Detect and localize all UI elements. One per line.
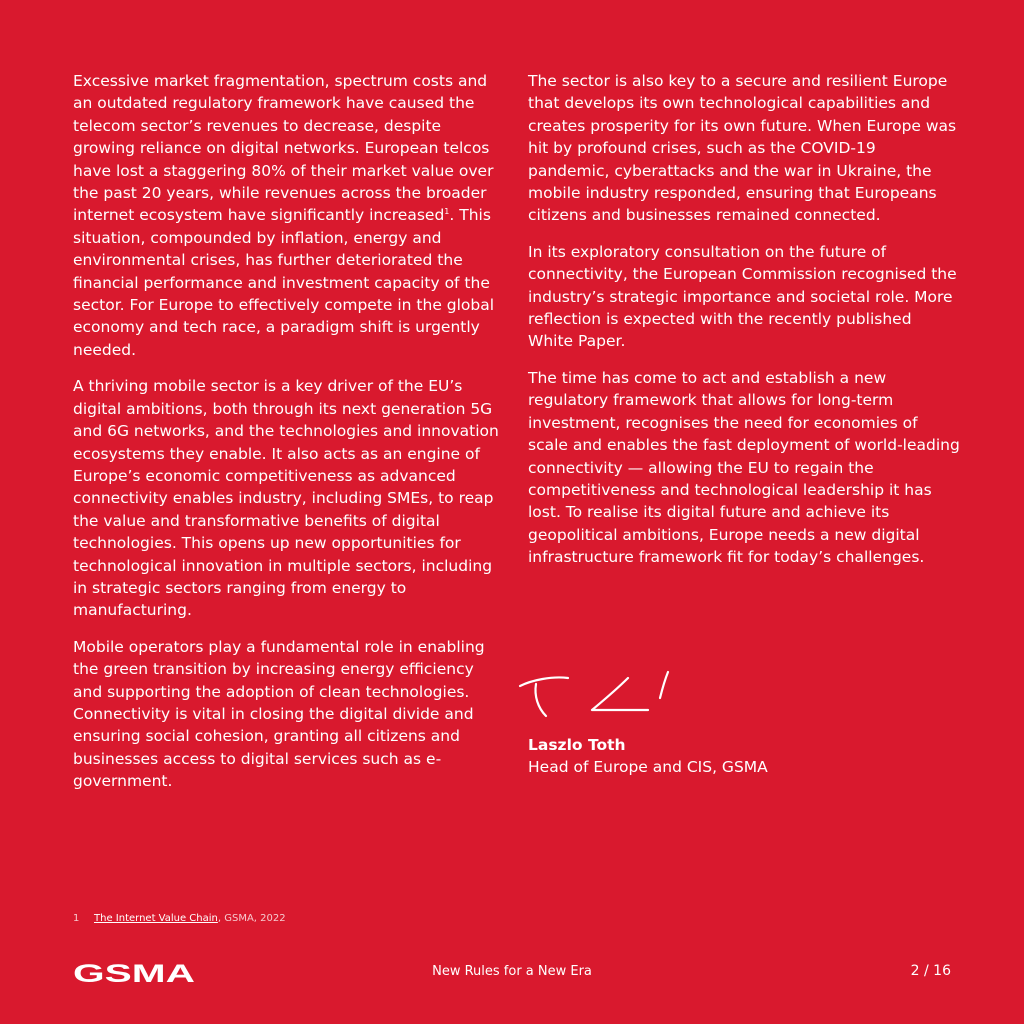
page-number: 2 / 16 xyxy=(910,963,951,979)
footnote xyxy=(73,913,286,924)
left-paragraph-2: A thriving mobile sector is a key driver of the EU’s digital ambitions, both through its next generation 5G and 6G networks, and the technologies and innovation ecosystems they enable. It also acts as an engine of Europe’s economic competitiveness as advanced connectivity enables industry, including SMEs, to reap the value and transformative benefits of digital technologies. This opens up new opportunities for technological innovation in multiple sectors, including in strategic sectors ranging from energy to manufacturing. xyxy=(73,377,499,620)
svg-text:GSMA: GSMA xyxy=(73,961,195,985)
footer-document-title: New Rules for a New Era xyxy=(432,964,592,979)
left-column xyxy=(73,70,503,807)
footnote-number: 1 xyxy=(73,913,80,924)
footnote-link[interactable]: The Internet Value Chain xyxy=(94,913,218,924)
right-paragraph-1: The sector is also key to a secure and resilient Europe that develops its own technological capabilities and creates prosperity for its own future. When Europe was hit by profound crises, such as the COVID-19 pandemic, cyberattacks and the war in Ukraine, the mobile industry responded, ensuring that Europeans citizens and businesses remained connected. xyxy=(528,72,957,225)
left-paragraph-1 xyxy=(73,70,503,361)
footnote-reference: 1 xyxy=(444,207,450,217)
right-paragraph-2: In its exploratory consultation on the future of connectivity, the European Commission recognised the industry’s strategic importance and societal role. More reflection is expected with the recently published White Paper. xyxy=(528,242,957,351)
footnote-source: , GSMA, 2022 xyxy=(217,913,286,924)
paragraph-text: Excessive market fragmentation, spectrum costs and an outdated regulatory framework have caused the telecom sector’s revenues to decrease, despite growing reliance on digital networks. European telcos have lost a staggering 80% of their market value over the past 20 years, while revenues across the broader internet ecosystem have significantly increased xyxy=(73,72,494,225)
right-paragraph-3: The time has come to act and establish a new regulatory framework that allows for long-term investment, recognises the need for economies of scale and enables the fast deployment of world-leading connectivity — allowing the EU to regain the competitiveness and technological leadership it has lost. To realise its digital future and achieve its geopolitical ambitions, Europe needs a new digital infrastructure framework fit for today’s challenges. xyxy=(528,368,960,567)
signatory-title: Head of Europe and CIS, GSMA xyxy=(528,758,768,776)
handwritten-signature xyxy=(518,664,678,724)
signatory-name: Laszlo Toth xyxy=(528,736,626,754)
paragraph-text-tail: . This situation, compounded by inflation, energy and environmental crises, has further deteriorated the financial performance and investment capacity of the sector. For Europe to effectively compete in the global economy and tech race, a paradigm shift is urgently needed. xyxy=(73,206,495,359)
right-column xyxy=(528,70,960,583)
left-paragraph-3: Mobile operators play a fundamental role in enabling the green transition by increasing energy efficiency and supporting the adoption of clean technologies. Connectivity is vital in closing the digital divide and ensuring social cohesion, granting all citizens and businesses access to digital services such as e-government. xyxy=(73,637,485,791)
